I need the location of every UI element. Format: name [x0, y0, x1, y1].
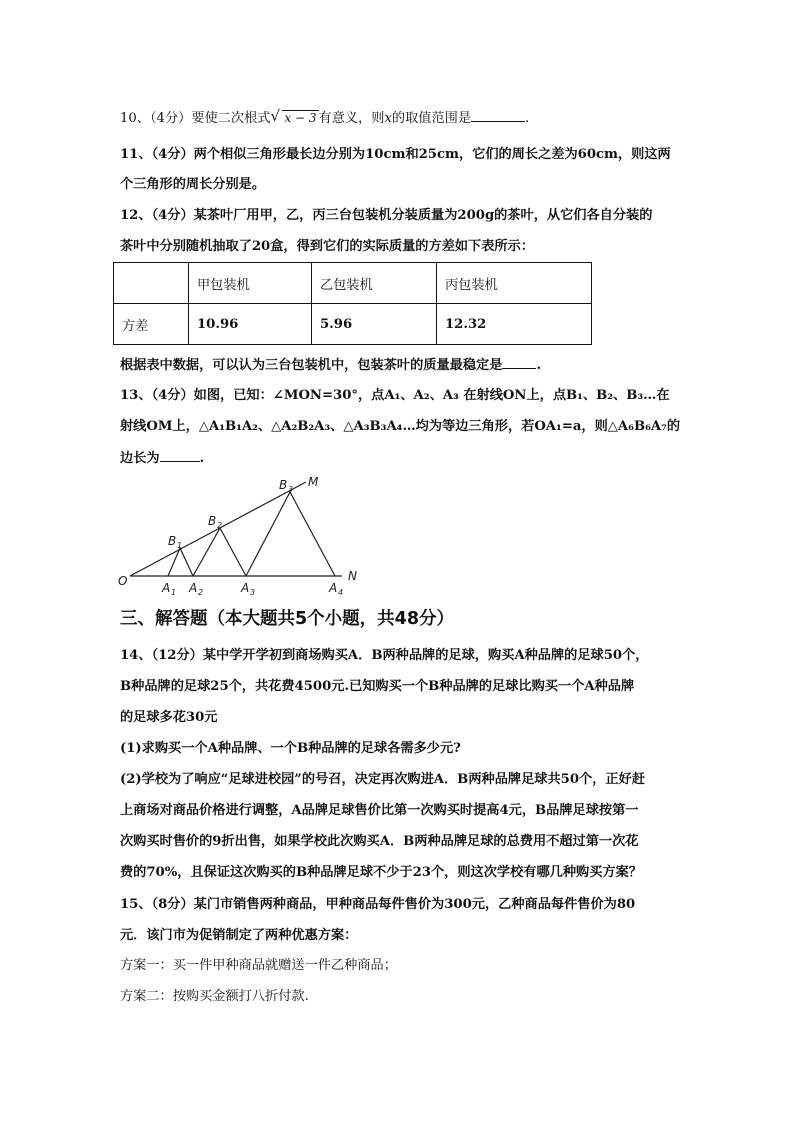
q10-var: x: [384, 111, 392, 126]
q14-line2: B种品牌的足球25个，共花费4500元.已知购买一个B种品牌的足球比购买一个A种品牌: [120, 679, 635, 694]
q12-line1: 12、（4分）某茶叶厂用甲，乙，丙三台包装机分装质量为200g的茶叶，从它们各自分装的: [120, 208, 653, 223]
q14-part2-line3: 次购买时售价的9折出售，如果学校此次购买A．B两种品牌足球的总费用不超过第一次花: [120, 834, 639, 849]
q13-line3-end: .: [199, 451, 205, 466]
q14-line1: 14、（12分）某中学开学初到商场购买A．B两种品牌的足球，购买A种品牌的足球50个，: [120, 648, 649, 663]
q10-suffix: 的取值范围是: [391, 111, 472, 126]
radical-sign-icon: √: [270, 107, 281, 125]
q12-after: [120, 356, 541, 375]
label-a2-sub: 2: [198, 588, 204, 597]
label-b2-sub: 2: [217, 521, 223, 530]
label-a1-sub: 1: [171, 588, 177, 597]
q12-after-end: .: [536, 358, 542, 373]
answer-blank[interactable]: [471, 109, 525, 122]
q14-part2-line2: 上商场对商品价格进行调整，A品牌足球售价比第一次购买时提高4元，B品牌足球按第一: [120, 803, 639, 818]
label-n: N: [348, 569, 357, 583]
table-header-yi: 乙包装机: [312, 263, 437, 304]
label-a2: A: [189, 581, 198, 595]
q14-part2-line1: (2)学校为了响应“足球进校园”的号召，决定再次购进A．B两种品牌足球共50个，正好赶: [120, 772, 645, 787]
q15-plan2: 方案二：按购买金额打八折付款.: [120, 989, 309, 1004]
q10-prefix: 10、（4分）要使二次根式: [120, 111, 271, 126]
table-header-bing: 丙包装机: [437, 263, 592, 304]
q15-line1: 15、（8分）某门市销售两种商品，甲种商品每件售价为300元，乙种商品每件售价为80: [120, 897, 636, 912]
answer-blank[interactable]: [502, 356, 536, 369]
variance-table: [113, 262, 592, 345]
q10-mid: 有意义，则: [318, 111, 385, 126]
q15-plan1: 方案一：买一件甲种商品就赠送一件乙种商品；: [120, 958, 397, 973]
label-a3-sub: 3: [250, 588, 256, 597]
section-heading: 三、解答题（本大题共5个小题，共48分）: [120, 609, 455, 629]
q12-after-text: 根据表中数据，可以认为三台包装机中，包装茶叶的质量最稳定是: [120, 358, 503, 373]
q13-line2: 射线OM上，△A₁B₁A₂、△A₂B₂A₃、△A₃B₃A₄…均为等边三角形，若OA₁=a，则△A₆B₆A₇的: [120, 419, 681, 434]
sqrt-expression: [270, 109, 318, 127]
q13-line3: [120, 449, 204, 468]
table-row-label: 方差: [114, 304, 189, 345]
label-o: O: [118, 574, 128, 588]
label-a4-sub: 4: [338, 588, 344, 597]
label-b3: B: [279, 478, 288, 492]
q10-radicand: x − 3: [284, 111, 317, 125]
table-cell-jia: 10.96: [189, 304, 312, 345]
q11-line1: 11、（4分）两个相似三角形最长边分别为10cm和25cm，它们的周长之差为60cm，则这两: [120, 147, 671, 162]
label-b3-sub: 3: [288, 485, 294, 494]
triangle-figure: [110, 470, 370, 598]
label-a1: A: [162, 581, 171, 595]
q15-line2: 元．该门市为促销制定了两种优惠方案：: [120, 928, 358, 943]
label-m: M: [308, 475, 319, 489]
q10-line: [120, 109, 529, 128]
answer-blank[interactable]: [160, 449, 200, 462]
label-a3: A: [241, 581, 250, 595]
table-header-jia: 甲包装机: [189, 263, 312, 304]
q11-line2: 个三角形的周长分别是。: [120, 177, 266, 192]
triangle-2: [193, 528, 246, 576]
q10-end: .: [525, 111, 530, 126]
table-header-empty: [114, 263, 189, 304]
q14-part1: (1)求购买一个A种品牌、一个B种品牌的足球各需多少元?: [120, 741, 461, 756]
table-header-row: [114, 263, 592, 304]
q14-line3: 的足球多花30元: [120, 710, 218, 725]
q12-line2: 茶叶中分别随机抽取了20盒，得到它们的实际质量的方差如下表所示：: [120, 239, 534, 254]
label-b1: B: [168, 534, 177, 548]
table-row: [114, 304, 592, 345]
table-cell-bing: 12.32: [437, 304, 592, 345]
label-b2: B: [208, 514, 217, 528]
triangle-1: [168, 548, 193, 576]
triangle-3: [246, 492, 335, 576]
label-b1-sub: 1: [177, 541, 183, 550]
q13-line3-text: 边长为: [120, 451, 160, 466]
table-cell-yi: 5.96: [312, 304, 437, 345]
q13-line1: 13、（4分）如图，已知：∠MON=30°，点A₁、A₂、A₃ 在射线ON上，点B₁、B₂、B₃…在: [120, 388, 670, 403]
q14-part2-line4: 费的70%，且保证这次购买的B种品牌足球不少于23个，则这次学校有哪几种购买方案？: [120, 865, 642, 880]
label-a4: A: [329, 581, 338, 595]
